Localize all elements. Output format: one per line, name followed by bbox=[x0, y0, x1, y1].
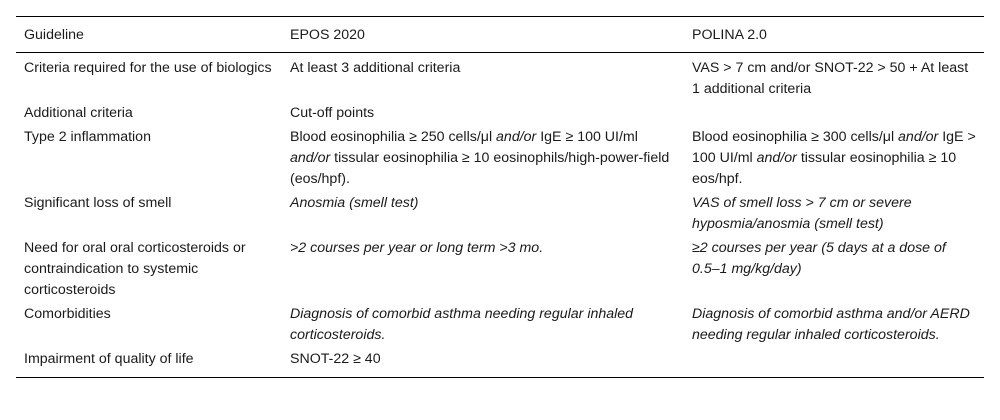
table-row bbox=[16, 237, 984, 303]
cell-text: and/or bbox=[290, 150, 331, 166]
epos-2020-cell bbox=[282, 126, 684, 192]
polina-2-cell bbox=[684, 303, 984, 348]
header-guideline: Guideline bbox=[16, 17, 282, 53]
cell-text: Cut-off points bbox=[290, 105, 375, 121]
polina-2-cell bbox=[684, 126, 984, 192]
cell-text: and/or bbox=[496, 129, 537, 145]
header-polina-2: POLINA 2.0 bbox=[684, 17, 984, 53]
epos-2020-cell bbox=[282, 53, 684, 103]
cell-text: and/or bbox=[898, 129, 939, 145]
epos-2020-cell bbox=[282, 102, 684, 126]
table-row bbox=[16, 102, 984, 126]
table-row bbox=[16, 126, 984, 192]
guideline-comparison-table bbox=[16, 16, 984, 378]
cell-text: IgE > 100 UI/ml bbox=[692, 129, 976, 166]
row-criterion-label: Significant loss of smell bbox=[24, 195, 172, 211]
header-epos-2020: EPOS 2020 bbox=[282, 17, 684, 53]
cell-text: Diagnosis of comorbid asthma needing regular inhaled corticosteroids. bbox=[290, 306, 634, 343]
epos-2020-cell bbox=[282, 192, 684, 237]
row-criterion-label: Comorbidities bbox=[24, 306, 111, 322]
polina-2-cell bbox=[684, 348, 984, 378]
polina-2-cell bbox=[684, 102, 984, 126]
table-row bbox=[16, 348, 984, 378]
cell-text: Blood eosinophilia ≥ 250 cells/μl bbox=[290, 129, 497, 145]
polina-2-cell bbox=[684, 192, 984, 237]
cell-text: Diagnosis of comorbid asthma and/or AERD needing regular inhaled corticosteroids. bbox=[692, 306, 970, 343]
header-row bbox=[16, 17, 984, 53]
cell-text: tissular eosinophilia ≥ 10 eos/hpf. bbox=[692, 150, 957, 187]
epos-2020-cell bbox=[282, 303, 684, 348]
table-header bbox=[16, 17, 984, 53]
table-body bbox=[16, 53, 984, 378]
polina-2-cell bbox=[684, 53, 984, 103]
table-row bbox=[16, 53, 984, 103]
cell-text: VAS of smell loss > 7 cm or severe hyposmia/anosmia (smell test) bbox=[692, 195, 912, 232]
row-criterion-label: Additional criteria bbox=[24, 105, 133, 121]
row-criterion-label: Impairment of quality of life bbox=[16, 348, 282, 378]
polina-2-cell bbox=[684, 237, 984, 303]
cell-text: and/or bbox=[756, 150, 797, 166]
cell-text: VAS > 7 cm and/or SNOT-22 > 50 + At least 1 additional criteria bbox=[692, 60, 969, 97]
epos-2020-cell bbox=[282, 237, 684, 303]
table-row bbox=[16, 303, 984, 348]
cell-text: At least 3 additional criteria bbox=[290, 60, 461, 76]
cell-text: IgE ≥ 100 UI/ml bbox=[536, 129, 638, 145]
cell-text: ≥2 courses per year (5 days at a dose of 0.5–1 mg/kg/day) bbox=[692, 240, 946, 277]
row-criterion-label: Type 2 inflammation bbox=[24, 129, 151, 145]
epos-2020-cell bbox=[282, 348, 684, 378]
cell-text: >2 courses per year or long term >3 mo. bbox=[290, 240, 544, 256]
cell-text: SNOT-22 ≥ 40 bbox=[290, 351, 381, 367]
guideline-comparison-table-container bbox=[16, 16, 984, 378]
cell-text: Anosmia (smell test) bbox=[290, 195, 419, 211]
row-criterion-label: Criteria required for the use of biologics bbox=[24, 60, 272, 76]
cell-text: tissular eosinophilia ≥ 10 eosinophils/high-power-field (eos/hpf). bbox=[290, 150, 670, 187]
cell-text: Blood eosinophilia ≥ 300 cells/μl bbox=[692, 129, 899, 145]
table-row bbox=[16, 192, 984, 237]
row-criterion-label: Need for oral oral corticosteroids or contraindication to systemic corticosteroids bbox=[24, 240, 246, 298]
